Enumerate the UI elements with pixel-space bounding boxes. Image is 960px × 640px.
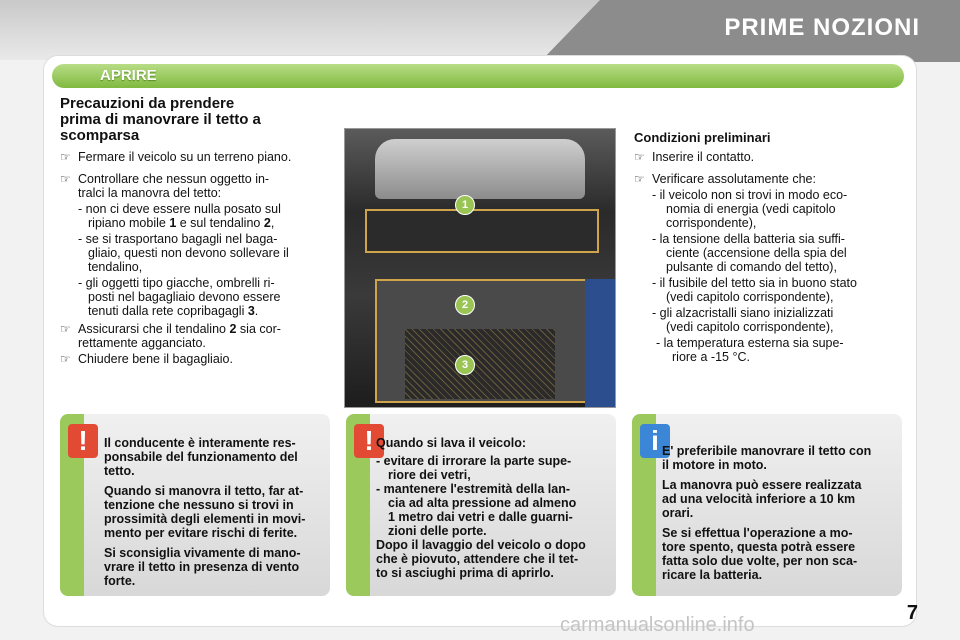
box2-text: Quando si lava il veicolo: - evitare di irrorare la parte supe- riore dei vetri, - mantenere l'estremità della lan- cia ad alta pressione ad almeno 1 metro dai vetri e dalle guarni- zioni delle porte. Dopo il lavaggio del veicolo o dopo che è piovuto, attendere che il tet- to si asciughi prima di aprirlo.	[376, 436, 586, 580]
right-text: - gli alzacristalli siano inizializzati	[652, 306, 834, 320]
right-text: pulsante di comando del tetto),	[666, 260, 837, 274]
right-text: (vedi capitolo corrispondente),	[666, 290, 834, 304]
watermark: carmanualsonline.info	[560, 614, 755, 636]
right-text: - il veicolo non si trovi in modo eco-	[652, 188, 848, 202]
right-text: - la temperatura esterna sia supe-	[656, 336, 844, 350]
pointing-hand-icon: ☞	[60, 322, 71, 336]
left-text: rettamente agganciato.	[78, 336, 206, 350]
car-body	[585, 279, 615, 407]
info-icon: i	[640, 424, 670, 458]
box3-text: E' preferibile manovrare il tetto con il motore in moto. La manovra può essere realizzata ad una velocità inferiore a 10 km orari. Se si effettua l'operazione a mo- tore spento, questa potrà essere fatta solo due volte, per non sca- ricare la batteria.	[662, 444, 872, 582]
rear-window	[375, 139, 585, 199]
right-heading: Condizioni preliminari	[634, 130, 771, 145]
warning-box-driver	[60, 414, 330, 596]
callout-1: 1	[455, 195, 475, 215]
pointing-hand-icon: ☞	[60, 150, 71, 164]
right-text: Verificare assolutamente che:	[652, 172, 816, 186]
left-text: - non ci deve essere nulla posato sul	[78, 202, 281, 216]
left-text: ripiano mobile 1 e sul tendalino 2,	[88, 216, 275, 230]
pointing-hand-icon: ☞	[60, 352, 71, 366]
callout-3: 3	[455, 355, 475, 375]
right-text: (vedi capitolo corrispondente),	[666, 320, 834, 334]
left-heading-line: Precauzioni da prendere	[60, 95, 235, 112]
warning-icon: !	[354, 424, 384, 458]
right-text: Inserire il contatto.	[652, 150, 755, 164]
page-title: PRIME NOZIONI	[724, 14, 920, 41]
left-text: tendalino,	[88, 260, 143, 274]
right-text: ciente (accensione della spia del	[666, 246, 847, 260]
right-text: riore a -15 °C.	[672, 350, 750, 364]
left-heading-line: prima di manovrare il tetto a	[60, 111, 261, 128]
left-text: tralci la manovra del tetto:	[78, 186, 222, 200]
right-text: corrispondente),	[666, 216, 757, 230]
section-title: APRIRE	[100, 67, 157, 84]
pointing-hand-icon: ☞	[634, 172, 645, 186]
right-text: nomia di energia (vedi capitolo	[666, 202, 836, 216]
left-heading	[60, 96, 261, 144]
left-text: Controllare che nessun oggetto in-	[78, 172, 270, 186]
callout-2: 2	[455, 295, 475, 315]
left-heading-line: scomparsa	[60, 127, 140, 144]
box1-text: Il conducente è interamente res- ponsabile del funzionamento del tetto. Quando si manovra il tetto, far at- tenzione che nessuno si trovi in prossimità degli elementi in movi- mento per evitare rischi di ferite. Si sconsiglia vivamente di mano- vrare il tetto in presenza di vento forte.	[104, 436, 306, 588]
pointing-hand-icon: ☞	[634, 150, 645, 164]
right-text: - il fusibile del tetto sia in buono stato	[652, 276, 857, 290]
trunk-photo	[344, 128, 616, 408]
warning-icon: !	[68, 424, 98, 458]
luggage-net	[405, 329, 555, 399]
left-text: Chiudere bene il bagagliaio.	[78, 352, 233, 366]
left-text: - gli oggetti tipo giacche, ombrelli ri-	[78, 276, 275, 290]
info-box-engine	[632, 414, 902, 596]
left-text: tenuti dalla rete copribagagli 3.	[88, 304, 259, 318]
section-bar	[52, 64, 904, 88]
warning-box-washing	[346, 414, 616, 596]
left-text: - se si trasportano bagagli nel baga-	[78, 232, 278, 246]
right-text: - la tensione della batteria sia suffi-	[652, 232, 845, 246]
pointing-hand-icon: ☞	[60, 172, 71, 186]
page-number: 7	[906, 602, 918, 624]
left-text: posti nel bagagliaio devono essere	[88, 290, 281, 304]
mobile-shelf	[365, 209, 599, 253]
left-text: Fermare il veicolo su un terreno piano.	[78, 150, 292, 164]
left-text: Assicurarsi che il tendalino 2 sia cor-	[78, 322, 281, 336]
left-text: gliaio, questi non devono sollevare il	[88, 246, 289, 260]
